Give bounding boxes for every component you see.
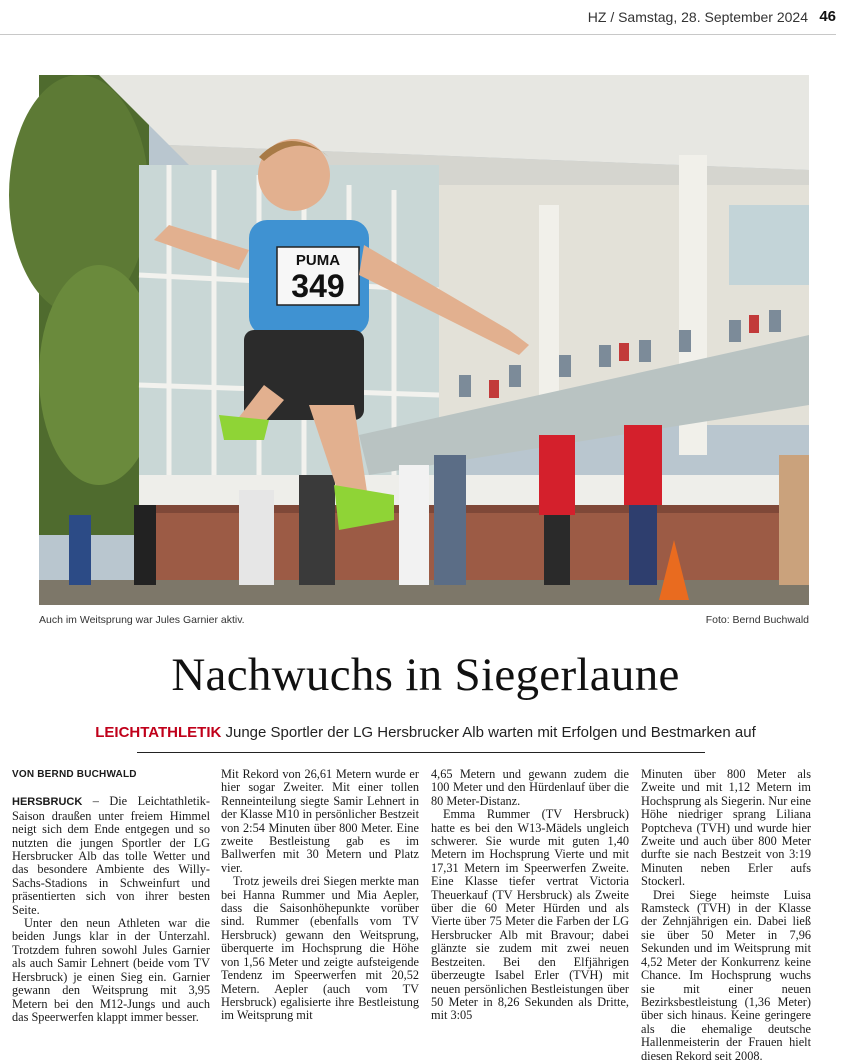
bib-brand: PUMA bbox=[295, 252, 341, 269]
paragraph: Minuten über 800 Meter als Zweite und mit 1,12 Metern im Hochsprung als Siegerin. Nur eine Höhe niedriger sprang Liliana Poptcheva (TVH) und wurde hier Zweite und auch über 800 Meter durfte sie nach Bestzeit von 3:19 Minuten neben Erler aufs Stockerl. bbox=[641, 767, 811, 889]
paragraph-text: – Die Leichtathletik-Saison draußen unter freiem Himmel neigt sich dem Ende entgegen und so nutzten die jungen Sportler der LG Hersbrucker Alb das tolle Wetter und das besondere Ambiente des Willy-Sachs-Stadions in Schweinfurt und präsentierten sich von ihrer besten Seite. bbox=[12, 794, 211, 917]
column-3 bbox=[431, 768, 629, 1052]
paragraph: Drei Siege heimste Luisa Ramsteck (TVH) in der Klasse der Zehnjährigen ein. Dabei ließ sie über 50 Meter in 7,96 Sekunden und im Weitsprung mit 4,52 Meter der Konkurrenz keine Chance. Im Hochsprung wuchs sie mit einer neuen Bezirksbestleistung (1,36 Meter) über sich hinaus. Keine geringere als die ehemalige deutsche Hallenmeisterin der Frauen hielt diesen Rekord seit 2008. bbox=[641, 887, 811, 1063]
bib-number: 349 bbox=[291, 268, 345, 304]
subheadline-rule bbox=[137, 752, 705, 753]
page-number: 46 bbox=[819, 8, 836, 25]
column-4 bbox=[641, 767, 811, 1063]
issue-date: HZ / Samstag, 28. September 2024 bbox=[587, 9, 808, 25]
paragraph: Emma Rummer (TV Hersbruck) hatte es bei den W13-Mädels ungleich schwerer. Sie wurde mit guten 1,40 Metern im Hochsprung Vierte und mit 17,31 Metern im Speerwerfen Zweite. Eine Klasse tiefer vertrat Victoria Theuerkauf (TV Hersbruck) als Zweite über die 60 Meter Hürden und als Vierte über 75 Meter die Farben der LG Hersbrucker Alb mit Bravour; dabei glänzte sie zudem mit zwei neuen Bestzeiten. Bei den Elfjährigen überzeugte Isabel Erler (TVH) mit neuen persönlichen Bestleistungen über 50 Meter in 8,26 Sekunden als Dritte, mit 3:05 bbox=[431, 807, 629, 1023]
paragraph bbox=[12, 795, 210, 917]
page-header bbox=[0, 0, 836, 35]
article-photo bbox=[39, 75, 809, 605]
article-headline: Nachwuchs in Siegerlaune bbox=[171, 649, 680, 701]
paragraph: 4,65 Metern und gewann zudem die 100 Meter und den Hürdenlauf über die 80 Meter-Distanz. bbox=[431, 767, 629, 808]
column-1 bbox=[12, 768, 210, 1052]
paragraph: Unter den neun Athleten war die beiden Jungs klar in der Unterzahl. Trotzdem fuhren sowohl Jules Garnier als auch Samir Lehnert (beide vom TV Hersbruck) je einen Sieg ein. Garnier gewann den Weitsprung mit 3,95 Metern bei den M12-Jungs und auch das Speerwerfen klappt immer besser. bbox=[12, 916, 210, 1024]
article-body bbox=[12, 767, 811, 1063]
photo-caption-row bbox=[39, 614, 809, 630]
paragraph: Mit Rekord von 26,61 Metern wurde er hier sogar Zweiter. Mit einer tollen Renneinteilung siegte Samir Lehnert in der Klasse M10 in persönlicher Bestzeit von 2:54 Minuten über 800 Meter. Eine zweite Bestleistung gab es im Ballwerfen mit 30 Metern und Platz vier. bbox=[221, 767, 419, 875]
byline: VON BERND BUCHWALD bbox=[12, 769, 137, 780]
article-subheadline bbox=[0, 724, 851, 741]
article-kicker: LEICHTATHLETIK bbox=[95, 724, 222, 741]
photo-credit: Foto: Bernd Buchwald bbox=[705, 614, 809, 626]
photo-caption: Auch im Weitsprung war Jules Garnier aktiv. bbox=[39, 614, 245, 626]
column-2 bbox=[221, 768, 419, 1052]
article-subheadline-text: Junge Sportler der LG Hersbrucker Alb warten mit Erfolgen und Bestmarken auf bbox=[225, 724, 756, 741]
dateline: HERSBRUCK bbox=[12, 796, 83, 809]
paragraph: Trotz jeweils drei Siegen merkte man bei Hanna Rummer und Mia Aepler, dass die Saisonhöhepunkte vorüber sind. Rummer (ebenfalls vom TV Hersbruck) gewann den Weitsprung, überquerte im Hochsprung die Höhe von 1,56 Meter und zeigte aufsteigende Tendenz im Speerwerfen mit 20,52 Metern. Aepler (auch vom TV Hersbruck) egalisierte ihre Bestleistung im Weitsprung mit bbox=[221, 874, 419, 1023]
